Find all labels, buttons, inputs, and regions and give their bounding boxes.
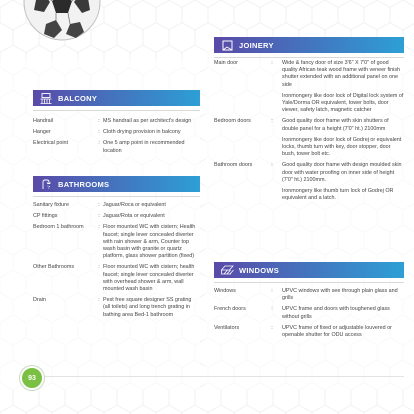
balcony-list (33, 118, 200, 159)
windows-row-windows: Windows : UPVC windows with see through plain glass and grills (214, 288, 398, 302)
joinery-banner (214, 37, 404, 53)
balcony-banner (33, 90, 200, 106)
bathrooms-row-drain: Drain : Pest free square designer SS grating (all toilets) and long trench grating in bathing area Bed-1 bathroom (33, 297, 192, 318)
bathrooms-banner (33, 176, 200, 192)
windows-banner (214, 262, 404, 278)
shower-icon (39, 178, 53, 190)
joinery-list (214, 60, 404, 206)
bathrooms-title: BATHROOMS (58, 179, 110, 189)
bathrooms-row-sanitary: Sanitary fixture : Jaguar/Roca or equivalent (33, 202, 166, 208)
page-number-badge (20, 366, 44, 390)
bathrooms-row-bedroom-1: Bedroom 1 bathroom : Floor mounted WC with cistern; Health faucet; single lever concealed diverter with rain shower & arm, Counter top wash basin with granite or quartz platform, glass shower partition (fixed) (33, 224, 196, 260)
joinery-row-bathroom-doors: Bathroom doors : Good quality door frame with design moulded skin door with water proofing on inner side of height (7'0" ht.) 2100mm. (214, 162, 402, 183)
windows-list (214, 288, 404, 343)
windows-divider (214, 282, 404, 283)
balcony-row-electrical-point: Electrical point : One 5 amp point in recommended location (33, 140, 185, 154)
bathrooms-divider (33, 196, 200, 197)
joinery-row-main-door: Main door : Wide & fancy door of size 3'6" X 7'0" of good quality African teak wood frame with veneer finish shutter extended with an additional panel on one side (214, 60, 401, 88)
bathrooms-list (33, 202, 200, 323)
windows-row-french-doors: French doors : UPVC frame and doors with toughened glass without grills (214, 306, 390, 320)
balcony-row-hanger: Hanger : Cloth drying provision in balcony (33, 129, 181, 136)
page-number: 93 (28, 374, 36, 382)
joinery-title: JOINERY (239, 40, 274, 50)
football-image (22, 0, 102, 45)
footer-divider (40, 376, 404, 377)
bathrooms-row-other: Other Bathrooms : Floor mounted WC with cistern; health faucet; single lever concealed diverter with overhead shower & arm, wall mounted wash basin (33, 264, 195, 293)
bathrooms-row-cp-fittings: CP fittings : Jaguar/Rota or equivalent (33, 213, 165, 220)
windows-row-ventilators: Ventilators : UPVC frame of fixed or adjustable louvered or openable shutter for ODU access (214, 324, 392, 339)
joinery-row-bedroom-ironmongery: Ironmongery like door lock of Godrej or equivalent locks, thumb turn with key, door stopper, door bush, tower bolt etc. (282, 136, 402, 158)
balcony-row-handrail: Handrail : MS handrail as per architect's design (33, 118, 192, 124)
windows-title: WINDOWS (239, 265, 280, 275)
joinery-row-main-door-ironmongery: Ironmongery like door lock of Digital lock system of Yale/Dorma OR equivalent, tower bolts, door viewer, safety latch, magnetic catcher (282, 92, 404, 114)
window-icon (220, 264, 234, 276)
door-icon (220, 39, 234, 51)
balcony-icon (39, 92, 53, 104)
joinery-row-bathroom-ironmongery: Ironmongery like thumb turn lock of Godrej OR equivalent and a latch. (282, 188, 394, 202)
balcony-title: BALCONY (58, 93, 98, 103)
balcony-divider (33, 110, 200, 111)
joinery-divider (214, 57, 404, 58)
joinery-row-bedroom-doors: Bedroom doors : Good quality door frame with skin shutters of double panel for a height (7'0" ht.) 2100mm (214, 118, 389, 132)
